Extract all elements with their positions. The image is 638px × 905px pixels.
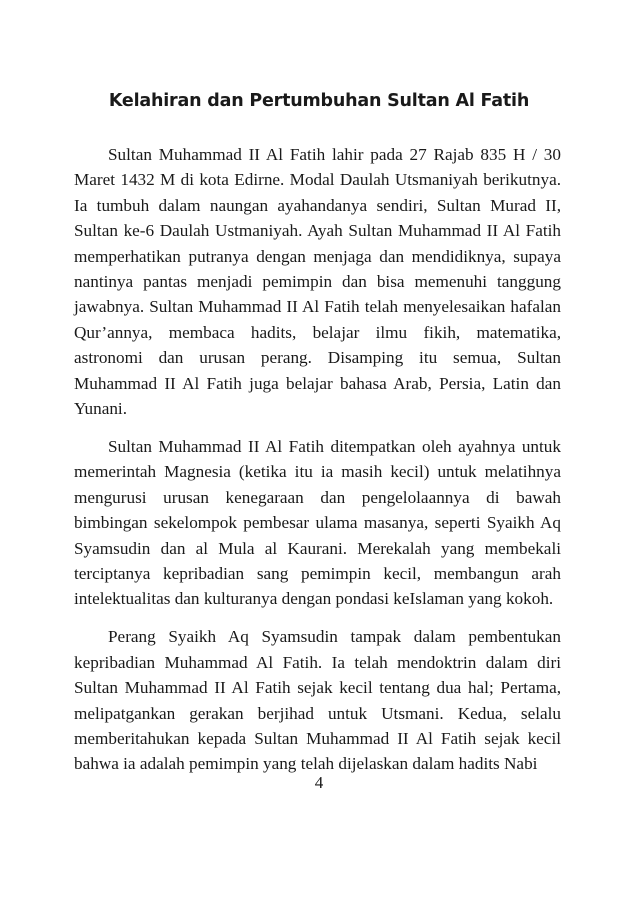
body-text — [74, 142, 561, 789]
page-number: 4 — [314, 773, 324, 792]
section-heading: Kelahiran dan Pertumbuhan Sultan Al Fatih — [108, 91, 530, 111]
paragraph-1: Sultan Muhammad II Al Fatih lahir pada 27 Rajab 835 H / 30 Maret 1432 M di kota Edirne. Modal Daulah Utsmaniyah berikutnya. Ia tumbuh dalam naungan ayahandanya sendiri, Sultan Murad II, Sultan ke-6 Daulah Ustmaniyah. Ayah Sultan Muhammad II Al Fatih memperhatikan putranya dengan menjaga dan mendidiknya, supaya nantinya pantas menjadi pemimpin dan bisa memenuhi tanggung jawabnya. Sultan Muhammad II Al Fatih telah menyelesaikan hafalan Qur’annya, membaca hadits, belajar ilmu fikih, matematika, astronomi dan urusan perang. Disamping itu semua, Sultan Muhammad II Al Fatih juga belajar bahasa Arab, Persia, Latin dan Yunani. — [74, 145, 561, 419]
paragraph-3: Perang Syaikh Aq Syamsudin tampak dalam pembentukan kepribadian Muhammad Al Fatih. Ia telah mendoktrin dalam diri Sultan Muhammad II Al Fatih sejak kecil tentang dua hal; Pertama, melipatgankan gerakan berjihad untuk Utsmani. Kedua, selalu memberitahukan kepada Sultan Muhammad II Al Fatih sejak kecil bahwa ia adalah pemimpin yang telah dijelaskan dalam hadits Nabi — [74, 627, 561, 774]
paragraph-2: Sultan Muhammad II Al Fatih ditempatkan oleh ayahnya untuk memerintah Magnesia (ketika itu ia masih kecil) untuk melatihnya mengurusi urusan kenegaraan dan pengelolaannya di bawah bimbingan sekelompok pembesar ulama masanya, seperti Syaikh Aq Syamsudin dan al Mula al Kaurani. Merekalah yang membekali terciptanya kepribadian sang pemimpin kecil, membangun arah intelektualitas dan kulturanya dengan pondasi keIslaman yang kokoh. — [74, 436, 561, 609]
